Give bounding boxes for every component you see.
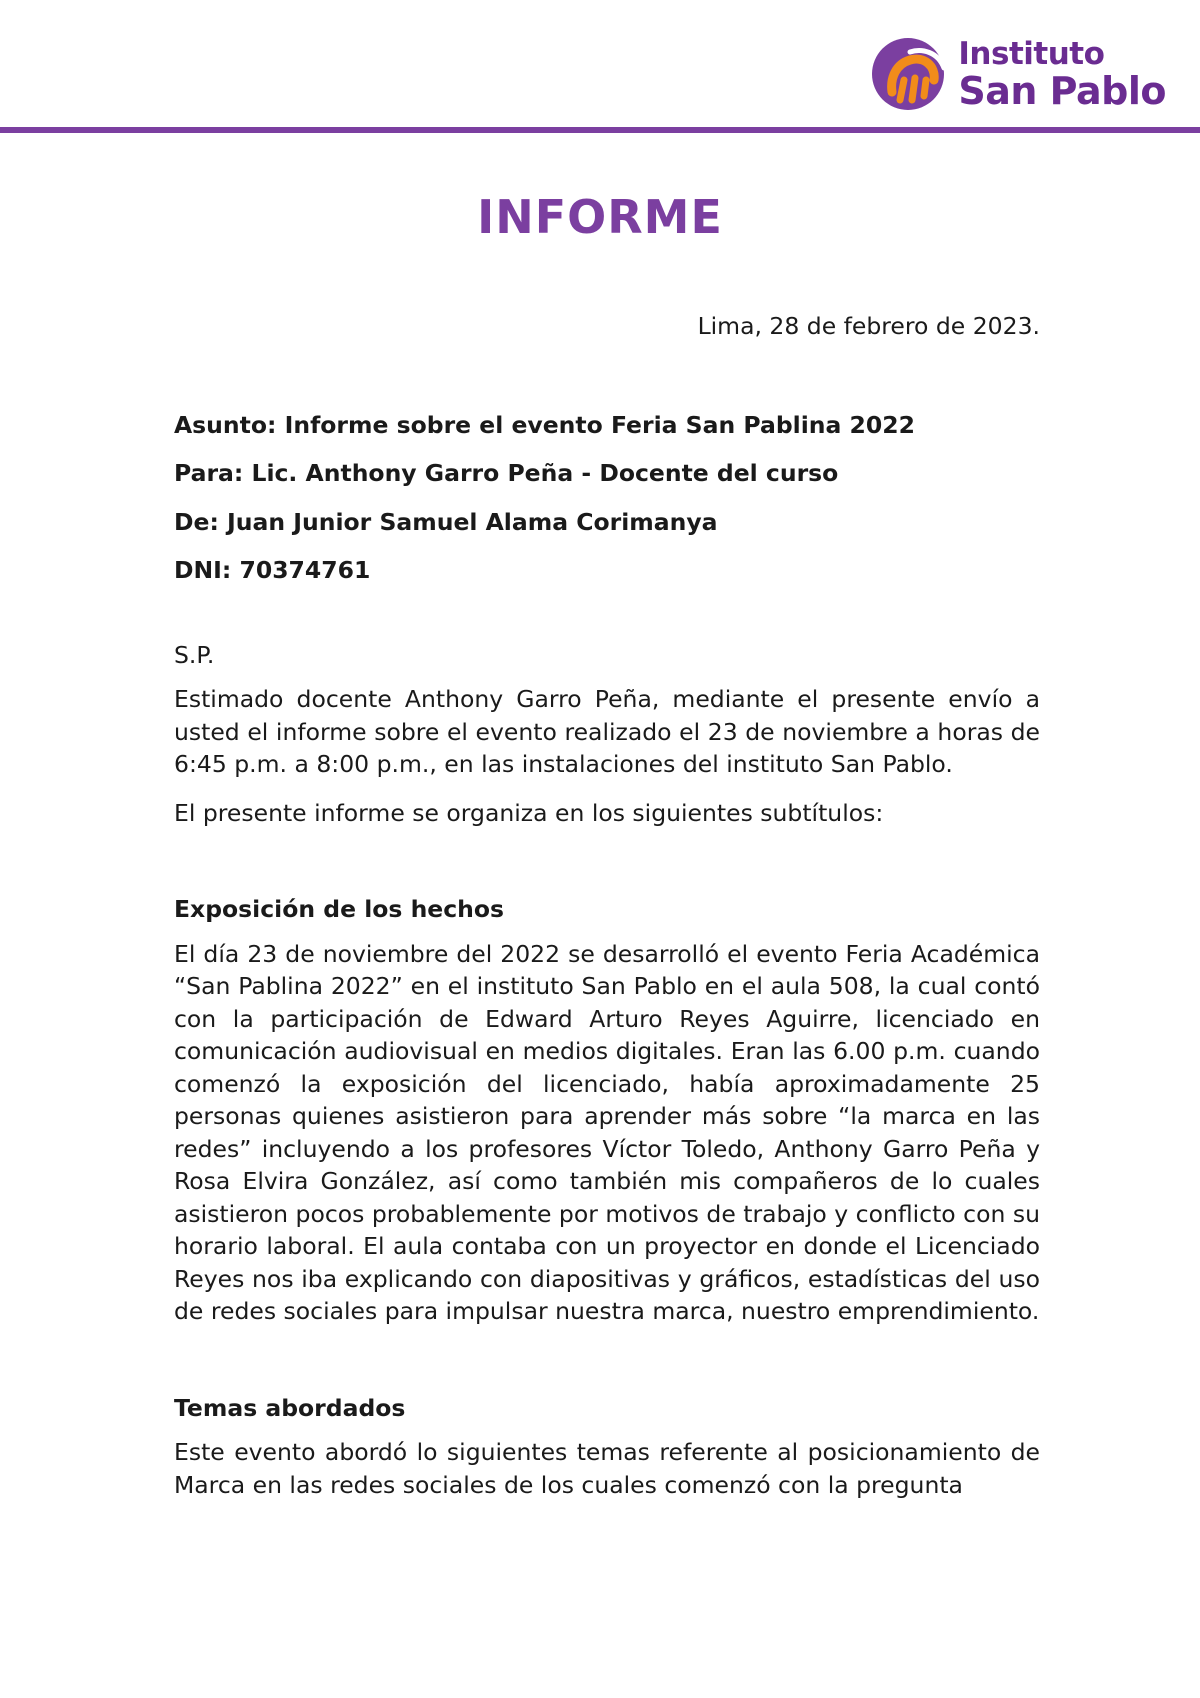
header-divider [0,127,1200,133]
logo-wordmark [958,35,1166,113]
institute-logo [870,34,1166,114]
meta-de: De: Juan Junior Samuel Alama Corimanya [174,507,718,536]
document-body [174,310,1040,1517]
intro-paragraph: Estimado docente Anthony Garro Peña, mediante el presente envío a usted el informe sobre el evento realizado el 23 de noviembre a horas de 6:45 p.m. a 8:00 p.m., en las instalaciones del instituto San Pablo. [174,685,1040,778]
page-header [0,0,1200,140]
document-title: INFORME [477,190,723,244]
section-title-exposicion: Exposición de los hechos [174,895,505,923]
meta-dni: DNI: 70374761 [174,556,371,584]
document-meta [174,409,1040,587]
meta-asunto: Asunto: Informe sobre el evento Feria San Pablina 2022 [174,410,915,439]
organization-paragraph: El presente informe se organiza en los siguientes subtítulos: [174,798,884,827]
logo-line-instituto: Instituto [958,35,1105,72]
meta-para: Para: Lic. Anthony Garro Peña - Docente del curso [174,459,839,487]
section-title-temas: Temas abordados [174,1393,406,1422]
san-pablo-logo-icon [870,34,950,114]
logo-line-san-pablo: San Pablo [958,68,1166,113]
section-body-temas: Este evento abordó lo siguientes temas referente al posicionamiento de Marca en las redes sociales de los cuales comenzó con la pregunta [174,1438,1040,1499]
salutation-sp: S.P. [174,640,215,669]
section-body-exposicion: El día 23 de noviembre del 2022 se desarrolló el evento Feria Académica “San Pablina 2022” en el instituto San Pablo en el aula 508, la cual contó con la participación de Edward Arturo Reyes Aguirre, licenciado en comunicación audiovisual en medios digitales. Eran las 6.00 p.m. cuando comenzó la exposición del licenciado, había aproximadamente 25 personas quienes asistieron para aprender más sobre “la marca en las redes” incluyendo a los profesores Víctor Toledo, Anthony Garro Peña y Rosa Elvira González, así como también mis compañeros de lo cuales asistieron pocos probablemente por motivos de trabajo y conflicto con su horario laboral. El aula contaba con un proyector en donde el Licenciado Reyes nos iba explicando con diapositivas y gráficos, estadísticas del uso de redes sociales para impulsar nuestra marca, nuestro emprendimiento. [174,939,1040,1325]
document-date: Lima, 28 de febrero de 2023. [697,312,1040,340]
